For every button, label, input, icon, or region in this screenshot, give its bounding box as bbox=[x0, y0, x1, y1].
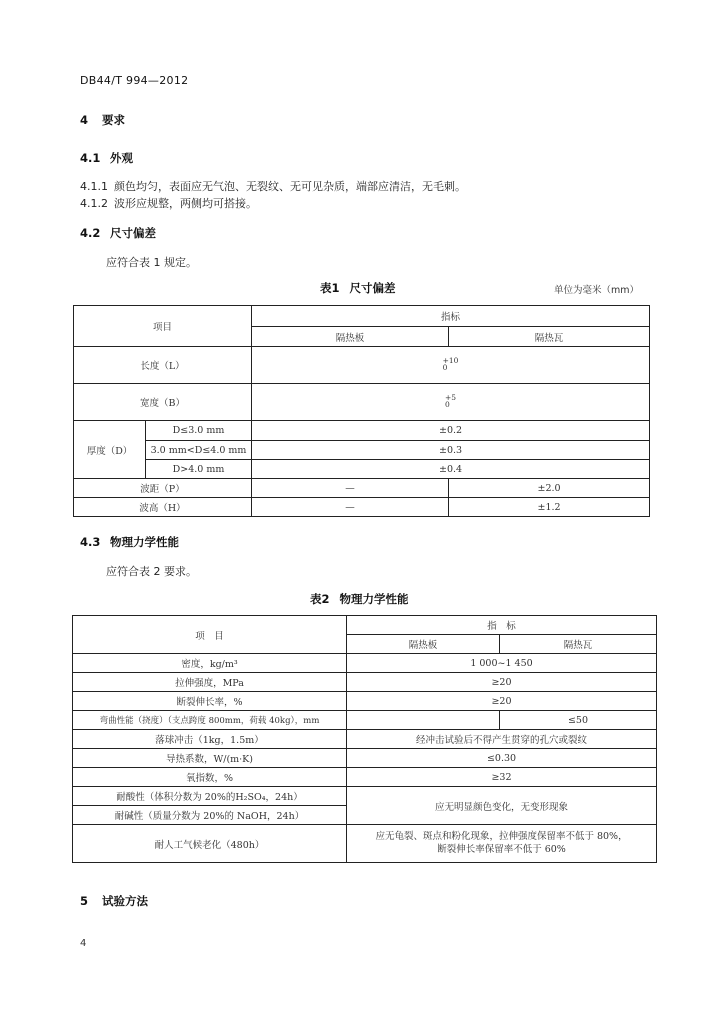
table-row bbox=[74, 384, 650, 421]
alkali-resistance-label: 耐碱性（质量分数为 20%的 NaOH，24h） bbox=[73, 806, 347, 825]
section-number: 4.3 bbox=[80, 535, 101, 549]
aging-value bbox=[347, 825, 657, 863]
table2-header-tile: 隔热瓦 bbox=[500, 635, 657, 654]
section-title: 要求 bbox=[102, 113, 125, 127]
section-4-3-heading bbox=[80, 534, 179, 550]
table1-label: 表1 bbox=[320, 281, 340, 295]
length-label: 长度（L） bbox=[74, 347, 252, 384]
table-row bbox=[74, 441, 650, 460]
table-row bbox=[74, 347, 650, 384]
thickness-condition: D>4.0 mm bbox=[146, 460, 252, 479]
thickness-value: ±0.3 bbox=[252, 441, 650, 460]
width-tolerance bbox=[252, 384, 650, 421]
table-row bbox=[73, 749, 657, 768]
standard-code-header: DB44/T 994—2012 bbox=[80, 74, 189, 87]
property-value: ≥20 bbox=[347, 692, 657, 711]
table-row bbox=[73, 654, 657, 673]
section-4-heading bbox=[80, 112, 125, 128]
section-title: 外观 bbox=[110, 151, 133, 165]
tolerance-upper: +5 bbox=[444, 392, 457, 402]
property-label: 导热系数，W/(m·K) bbox=[73, 749, 347, 768]
section-title: 试验方法 bbox=[102, 894, 148, 908]
aging-value-line-1: 应无龟裂、斑点和粉化现象，拉伸强度保留率不低于 80%， bbox=[375, 830, 628, 842]
width-label: 宽度（B） bbox=[74, 384, 252, 421]
wave-height-label: 波高（H） bbox=[74, 498, 252, 517]
page-number: 4 bbox=[80, 938, 87, 949]
section-number: 4.1 bbox=[80, 151, 101, 165]
section-4-1-heading bbox=[80, 150, 133, 166]
table-row bbox=[74, 460, 650, 479]
pitch-label: 波距（P） bbox=[74, 479, 252, 498]
table-row bbox=[73, 825, 657, 863]
property-tile-value: ≤50 bbox=[500, 711, 657, 730]
table2-header-item: 项 目 bbox=[73, 616, 347, 654]
section-number: 4.2 bbox=[80, 226, 101, 240]
aging-label: 耐人工气候老化（480h） bbox=[73, 825, 347, 863]
wave-height-board-value: — bbox=[252, 498, 449, 517]
section-title: 物理力学性能 bbox=[110, 535, 179, 549]
thickness-label: 厚度（D） bbox=[74, 421, 146, 479]
thickness-condition: 3.0 mm<D≤4.0 mm bbox=[146, 441, 252, 460]
property-label: 落球冲击（1kg，1.5m） bbox=[73, 730, 347, 749]
table1-title: 尺寸偏差 bbox=[349, 281, 396, 295]
table-row bbox=[73, 692, 657, 711]
table-row bbox=[74, 479, 650, 498]
length-tolerance bbox=[252, 347, 650, 384]
clause-4-1-1 bbox=[80, 178, 466, 194]
clause-number: 4.1.1 bbox=[80, 180, 108, 193]
table1-caption bbox=[320, 280, 396, 296]
tolerance-lower: 0 bbox=[442, 363, 448, 373]
table2-physical-mechanical bbox=[72, 615, 657, 863]
table1-header-index: 指标 bbox=[252, 306, 650, 327]
pitch-board-value: — bbox=[252, 479, 449, 498]
table1-dimension-deviation bbox=[73, 305, 650, 517]
tolerance-upper: +10 bbox=[442, 355, 459, 365]
property-value: 1 000~1 450 bbox=[347, 654, 657, 673]
property-value: 经冲击试验后不得产生贯穿的孔穴或裂纹 bbox=[347, 730, 657, 749]
property-label: 密度，kg/m³ bbox=[73, 654, 347, 673]
clause-text: 波形应规整，两侧均可搭接。 bbox=[114, 197, 257, 210]
table-row bbox=[73, 787, 657, 806]
section-title: 尺寸偏差 bbox=[110, 226, 156, 240]
clause-text: 颜色均匀，表面应无气泡、无裂纹、无可见杂质，端部应清洁，无毛刺。 bbox=[114, 180, 466, 193]
pitch-tile-value: ±2.0 bbox=[449, 479, 650, 498]
table-row bbox=[73, 768, 657, 787]
acid-resistance-label: 耐酸性（体积分数为 20%的H₂SO₄，24h） bbox=[73, 787, 347, 806]
section-number: 5 bbox=[80, 894, 89, 908]
table1-header-tile: 隔热瓦 bbox=[449, 327, 650, 347]
table2-header-index: 指 标 bbox=[347, 616, 657, 635]
table-row bbox=[73, 711, 657, 730]
chemical-resistance-value: 应无明显颜色变化，无变形现象 bbox=[347, 787, 657, 825]
table2-label: 表2 bbox=[310, 592, 330, 606]
thickness-value: ±0.2 bbox=[252, 421, 650, 441]
table2-title: 物理力学性能 bbox=[339, 592, 409, 606]
table2-caption bbox=[310, 591, 409, 607]
section-number: 4 bbox=[80, 113, 89, 127]
table1-header-item: 项目 bbox=[74, 306, 252, 347]
aging-value-line-2: 断裂伸长率保留率不低于 60% bbox=[437, 843, 566, 855]
table1-header-board: 隔热板 bbox=[252, 327, 449, 347]
table1-unit: 单位为毫米（mm） bbox=[554, 285, 640, 296]
section-4-2-text: 应符合表 1 规定。 bbox=[106, 256, 197, 269]
property-board-value bbox=[347, 711, 500, 730]
table-row bbox=[73, 673, 657, 692]
table-row bbox=[73, 730, 657, 749]
tolerance-lower: 0 bbox=[444, 400, 450, 410]
property-label: 弯曲性能（挠度）（支点跨度 800mm，荷载 40kg），mm bbox=[73, 711, 347, 730]
section-4-2-heading bbox=[80, 225, 156, 241]
thickness-condition: D≤3.0 mm bbox=[146, 421, 252, 441]
thickness-value: ±0.4 bbox=[252, 460, 650, 479]
section-4-3-text: 应符合表 2 要求。 bbox=[106, 565, 197, 578]
table-row bbox=[74, 498, 650, 517]
wave-height-tile-value: ±1.2 bbox=[449, 498, 650, 517]
section-5-heading bbox=[80, 893, 148, 909]
property-value: ≥32 bbox=[347, 768, 657, 787]
property-value: ≤0.30 bbox=[347, 749, 657, 768]
property-label: 氧指数，% bbox=[73, 768, 347, 787]
clause-number: 4.1.2 bbox=[80, 197, 108, 210]
clause-4-1-2 bbox=[80, 195, 257, 211]
table2-header-board: 隔热板 bbox=[347, 635, 500, 654]
property-label: 断裂伸长率，% bbox=[73, 692, 347, 711]
table-row bbox=[74, 421, 650, 441]
property-label: 拉伸强度，MPa bbox=[73, 673, 347, 692]
property-value: ≥20 bbox=[347, 673, 657, 692]
